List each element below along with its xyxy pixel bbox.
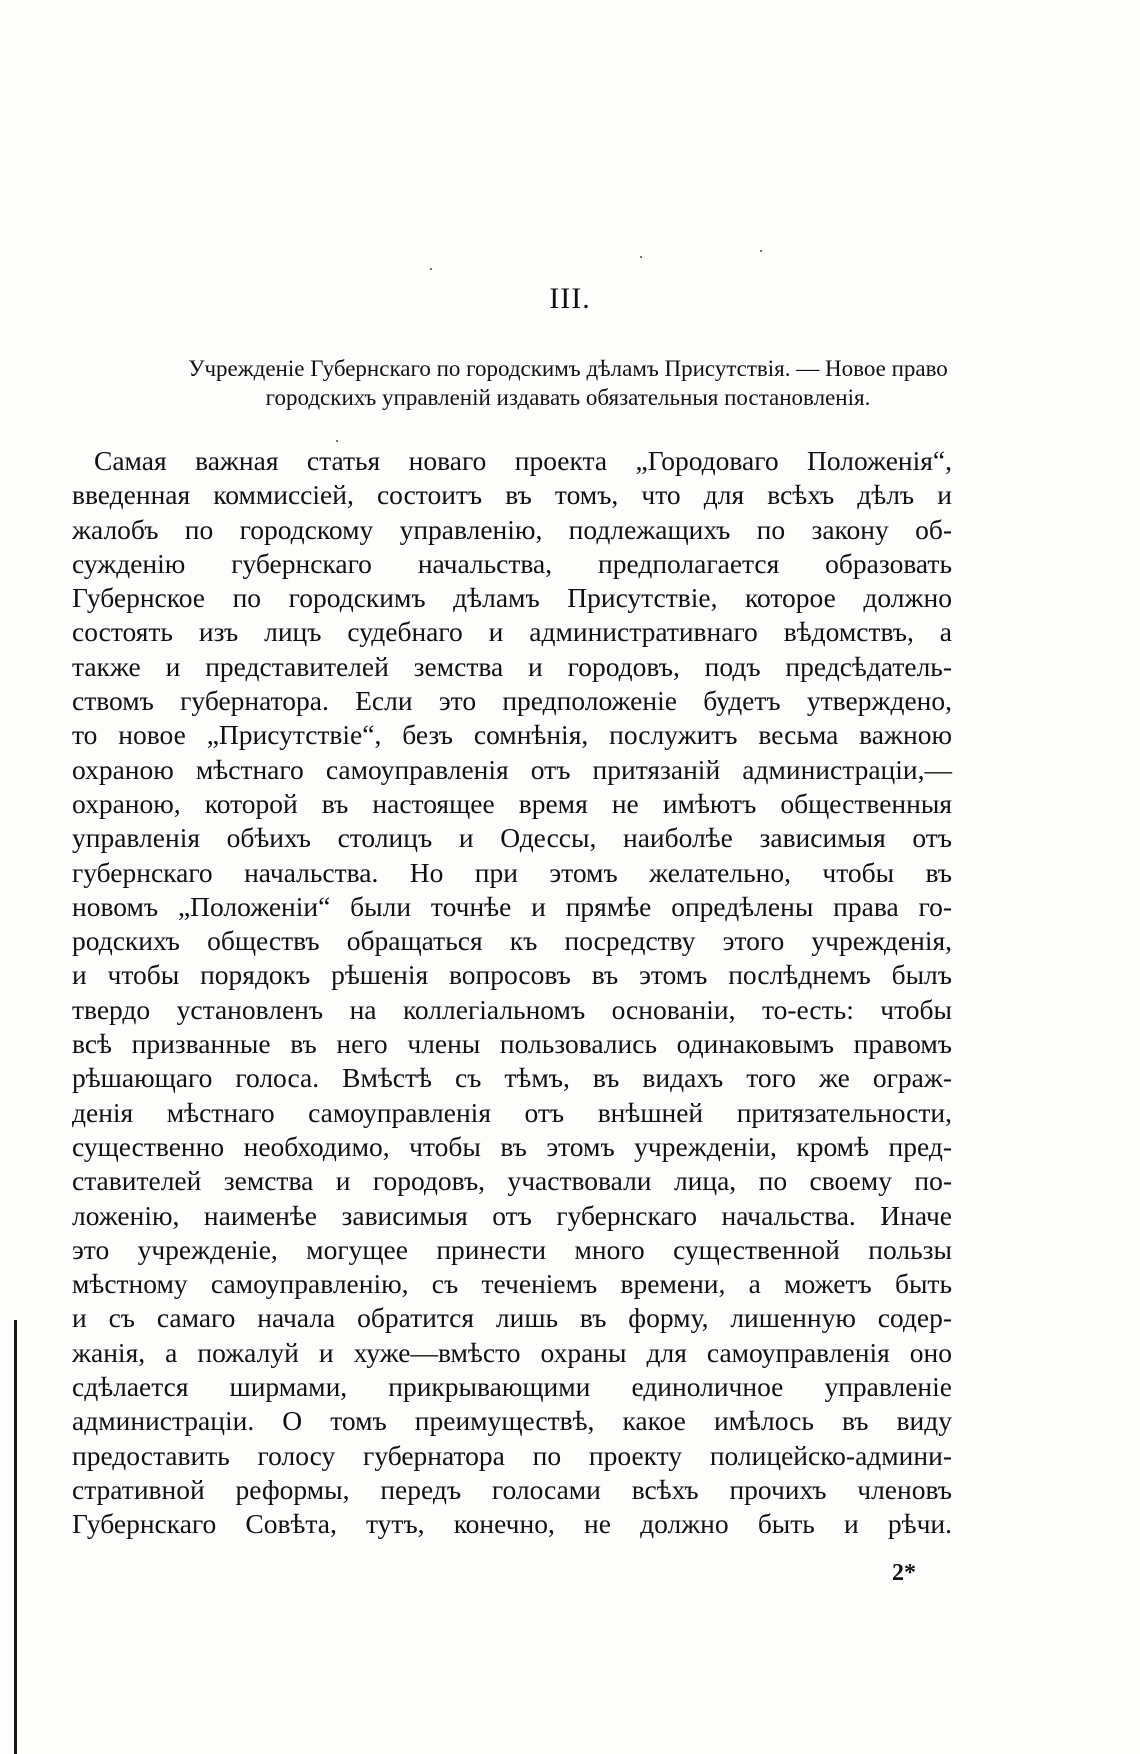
text-line: мѣстному самоуправленію, съ теченіемъ времени, а можетъ быть [72,1268,952,1300]
text-line: ставителей земства и городовъ, участвовали лица, по своему по- [72,1165,952,1197]
printer-signature-mark: 2* [892,1560,916,1586]
text-line: введенная коммиссіей, состоитъ въ томъ, что для всѣхъ дѣлъ и [72,479,952,511]
text-line: всѣ призванные въ него члены пользовались одинаковымъ правомъ [72,1028,952,1060]
text-line: ствомъ губернатора. Если это предположеніе будетъ утверждено, [72,685,952,717]
text-line: губернскаго начальства. Но при этомъ желательно, чтобы въ [72,856,952,888]
text-line: жанія, а пожалуй и хуже—вмѣсто охраны для самоуправленія оно [72,1336,952,1368]
text-line: это учрежденіе, могущее принести много существенной пользы [72,1233,952,1265]
body-paragraph [72,444,952,1542]
text-line: стративной реформы, передъ голосами всѣхъ прочихъ членовъ [72,1473,952,1505]
text-line: также и представителей земства и городовъ, подъ предсѣдатель- [72,650,952,682]
text-line: денія мѣстнаго самоуправленія отъ внѣшней притязательности, [72,1096,952,1128]
page-edge-shadow [14,1320,17,1754]
text-line: и чтобы порядокъ рѣшенія вопросовъ въ этомъ послѣднемъ былъ [72,959,952,991]
text-line: рѣшающаго голоса. Вмѣстѣ съ тѣмъ, въ видахъ того же ограж- [72,1062,952,1094]
text-line: состоять изъ лицъ судебнаго и административнаго вѣдомствъ, а [72,616,952,648]
print-speck [640,256,642,258]
text-line: сдѣлается ширмами, прикрывающими единоличное управленіе [72,1371,952,1403]
text-line: Губернское по городскимъ дѣламъ Присутствіе, которое должно [72,582,952,614]
text-line: то новое „Присутствіе“, безъ сомнѣнія, послужитъ весьма важною [72,719,952,751]
text-line: администраціи. О томъ преимуществѣ, какое имѣлось въ виду [72,1405,952,1437]
text-line: твердо установленъ на коллегіальномъ основаніи, то-есть: чтобы [72,993,952,1025]
text-line: существенно необходимо, чтобы въ этомъ учрежденіи, кромѣ пред- [72,1130,952,1162]
text-line: Губернскаго Совѣта, тутъ, конечно, не должно быть и рѣчи. [72,1508,952,1540]
text-line: охраною мѣстнаго самоуправленія отъ притязаній администраціи,— [72,753,952,785]
summary-line: Учрежденіе Губернскаго по городскимъ дѣламъ Присутствія. — Новое право [188,356,948,381]
text-line: Самая важная статья новаго проекта „Городоваго Положенія“, [94,445,952,476]
text-line: родскихъ обществъ обращаться къ посредству этого учрежденія, [72,925,952,957]
chapter-number: III. [549,282,591,315]
text-line: предоставить голосу губернатора по проекту полицейско-админи- [72,1439,952,1471]
chapter-summary [60,354,1076,412]
text-line: управленія обѣихъ столицъ и Одессы, наиболѣе зависимыя отъ [72,822,952,854]
text-line: сужденію губернскаго начальства, предполагается образовать [72,547,952,579]
text-line: жалобъ по городскому управленію, подлежащихъ по закону об- [72,513,952,545]
text-line: новомъ „Положеніи“ были точнѣе и прямѣе опредѣлены права го- [72,890,952,922]
print-speck [430,268,432,270]
text-line: охраною, которой въ настоящее время не имѣютъ общественныя [72,787,952,819]
text-line: ложенію, наименѣе зависимыя отъ губернскаго начальства. Иначе [72,1199,952,1231]
text-line: и съ самаго начала обратится лишь въ форму, лишенную содер- [72,1302,952,1334]
summary-line: городскихъ управленій издавать обязательныя постановленія. [265,385,871,410]
print-speck [336,440,338,442]
print-speck [760,250,762,252]
